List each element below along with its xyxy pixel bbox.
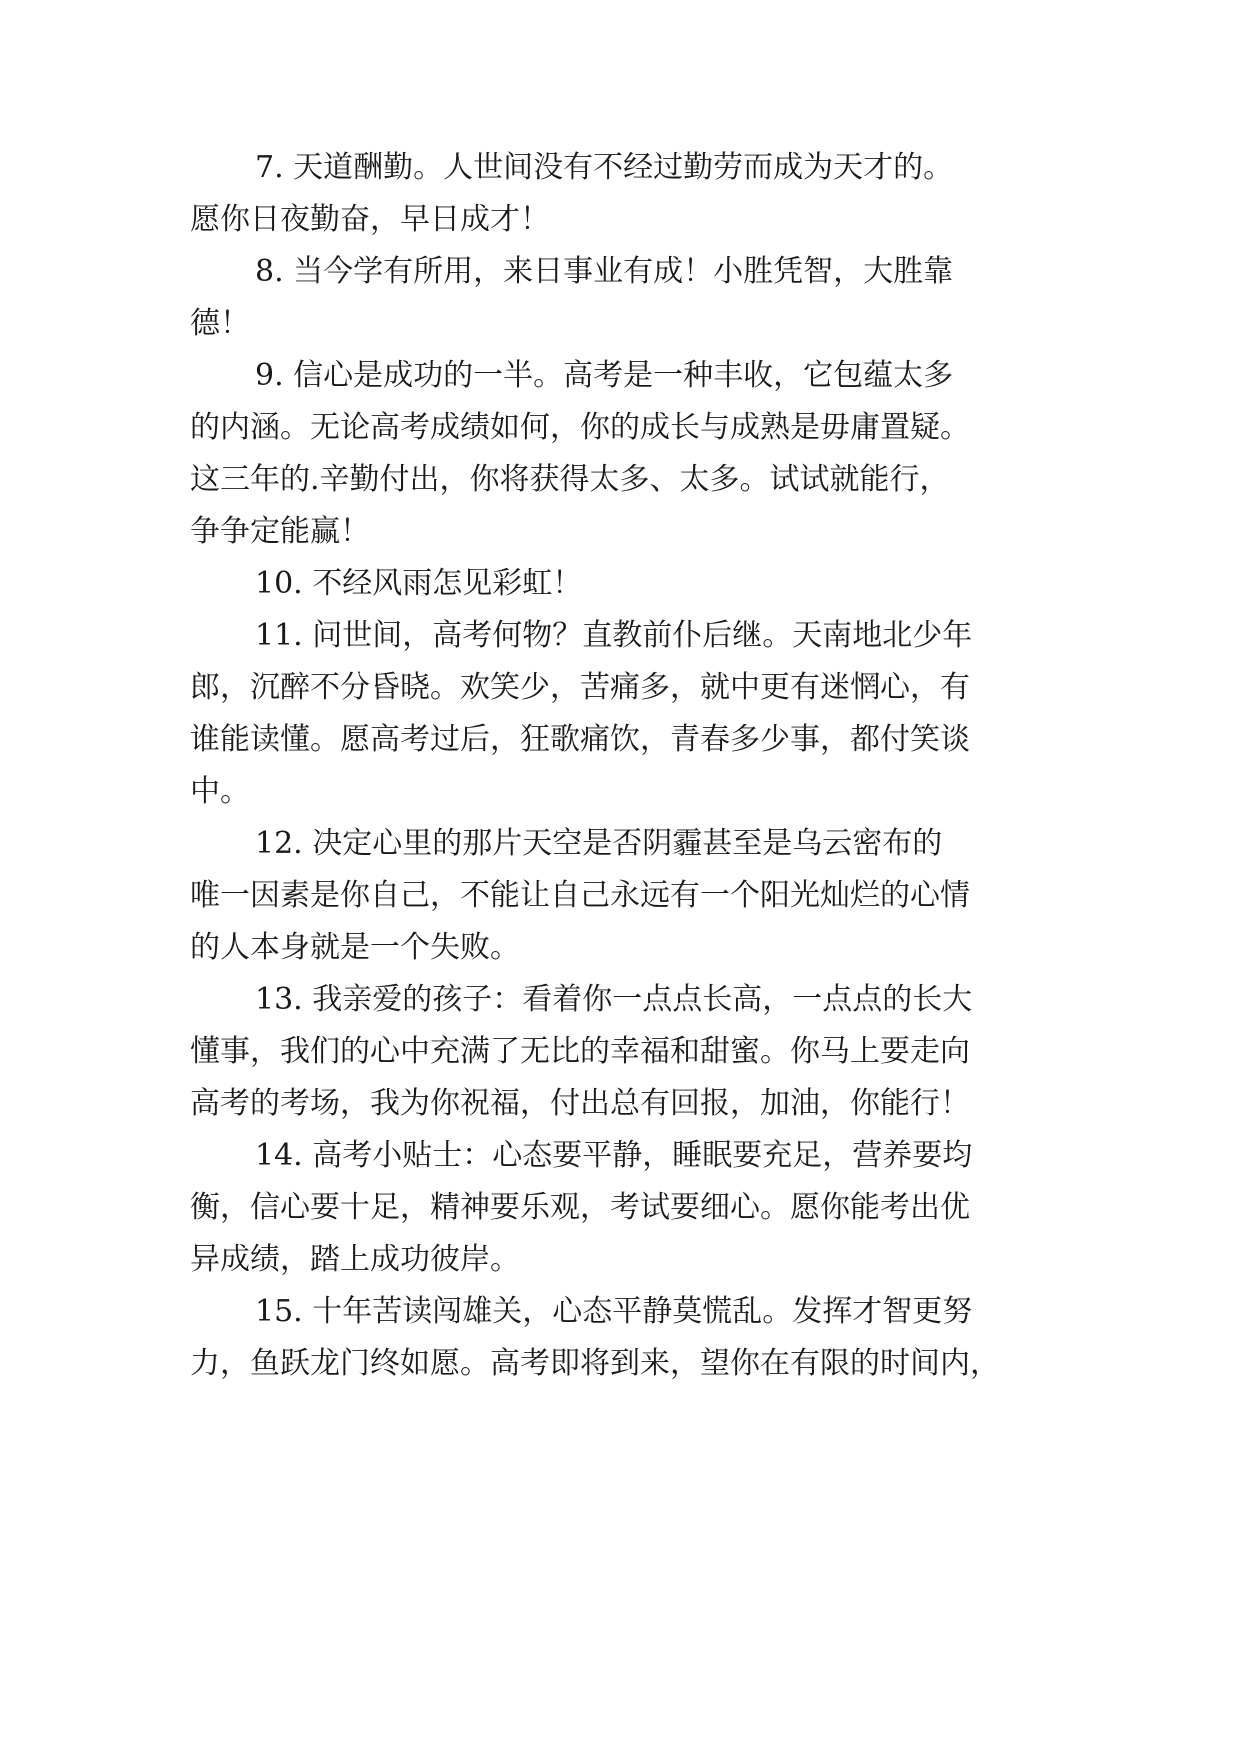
text-line: 这三年的.辛勤付出，你将获得太多、太多。试试就能行， bbox=[190, 462, 950, 497]
text-line: 10. 不经风雨怎见彩虹！ bbox=[255, 566, 583, 601]
text-line: 11. 问世间，高考何物？直教前仆后继。天南地北少年 bbox=[255, 618, 973, 653]
text-line: 力，鱼跃龙门终如愿。高考即将到来，望你在有限的时间内， bbox=[190, 1346, 1000, 1381]
text-line: 争争定能赢！ bbox=[190, 514, 370, 549]
text-line: 8. 当今学有所用，来日事业有成！小胜凭智，大胜靠 bbox=[255, 254, 954, 289]
text-line: 的人本身就是一个失败。 bbox=[190, 930, 520, 965]
text-line: 7. 天道酬勤。人世间没有不经过勤劳而成为天才的。 bbox=[255, 150, 954, 185]
text-line: 15. 十年苦读闯雄关，心态平静莫慌乱。发挥才智更努 bbox=[255, 1294, 973, 1329]
text-line: 9. 信心是成功的一半。高考是一种丰收，它包蕴太多 bbox=[255, 358, 954, 393]
text-line: 高考的考场，我为你祝福，付出总有回报，加油，你能行！ bbox=[190, 1086, 970, 1121]
text-line: 中。 bbox=[190, 774, 250, 809]
text-line: 唯一因素是你自己，不能让自己永远有一个阳光灿烂的心情 bbox=[190, 878, 970, 913]
text-line: 异成绩，踏上成功彼岸。 bbox=[190, 1242, 520, 1277]
text-line: 懂事，我们的心中充满了无比的幸福和甜蜜。你马上要走向 bbox=[190, 1034, 970, 1069]
text-line: 德！ bbox=[190, 306, 250, 341]
text-line: 的内涵。无论高考成绩如何，你的成长与成熟是毋庸置疑。 bbox=[190, 410, 970, 445]
text-line: 愿你日夜勤奋，早日成才！ bbox=[190, 202, 550, 237]
text-line: 衡，信心要十足，精神要乐观，考试要细心。愿你能考出优 bbox=[190, 1190, 970, 1225]
text-line: 14. 高考小贴士：心态要平静，睡眠要充足，营养要均 bbox=[255, 1138, 973, 1173]
text-line: 谁能读懂。愿高考过后，狂歌痛饮，青春多少事，都付笑谈 bbox=[190, 722, 970, 757]
text-line: 13. 我亲爱的孩子：看着你一点点长高，一点点的长大 bbox=[255, 982, 973, 1017]
text-line: 郎，沉醉不分昏晓。欢笑少，苦痛多，就中更有迷惘心，有 bbox=[190, 670, 970, 705]
text-line: 12. 决定心里的那片天空是否阴霾甚至是乌云密布的 bbox=[255, 826, 943, 861]
